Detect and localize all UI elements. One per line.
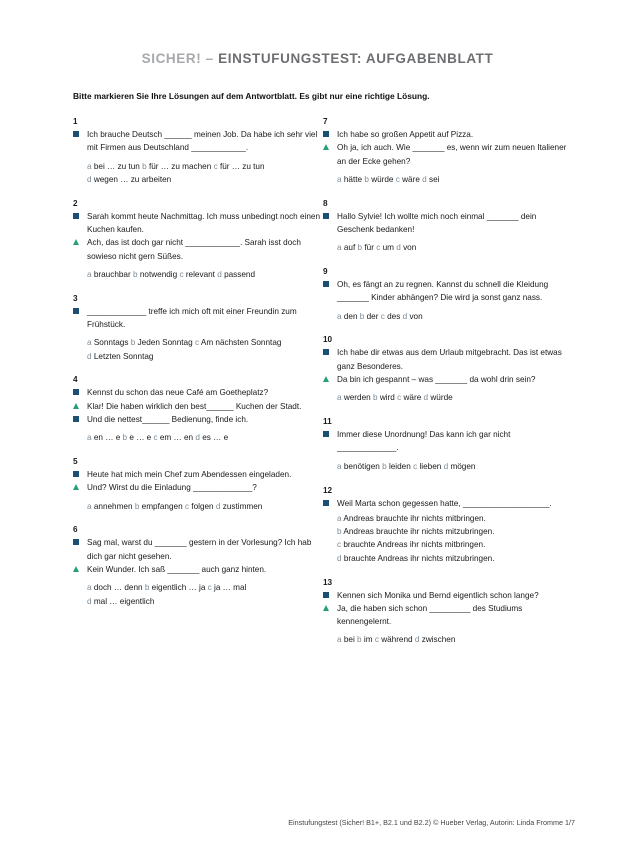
answer-option-text: mögen: [450, 461, 476, 471]
answer-letter: a: [337, 513, 344, 523]
question-text: Ich habe so großen Appetit auf Pizza.: [337, 130, 474, 139]
question-number: 3: [73, 293, 78, 303]
answer-letter: d: [402, 311, 410, 321]
answer-option-text: es … e: [202, 433, 229, 443]
instructions-text: Bitte markieren Sie Ihre Lösungen auf dem Antwortblatt. Es gibt nur eine richtige Lösung.: [73, 91, 430, 101]
answer-letter: b: [382, 461, 389, 471]
answer-row: [337, 460, 571, 473]
question-block: [323, 334, 571, 404]
answer-letter: c: [397, 393, 404, 403]
question-text: _____________ treffe ich mich oft mit einer Freundin zum Frühstück.: [87, 306, 297, 329]
question-text: Sag mal, warst du _______ gestern in der Vorlesung? Ich hab dich gar nicht gesehen.: [87, 538, 312, 561]
speaker-b-line: [323, 373, 571, 386]
answer-option-text: relevant: [185, 269, 218, 279]
speaker-a-line: [323, 497, 571, 510]
question-block: [73, 456, 321, 513]
square-bullet-icon: [73, 539, 79, 545]
question-text: Kein Wunder. Ich saß _______ auch ganz hinten.: [87, 565, 267, 575]
answer-option-text: Am nächsten Sonntag: [200, 338, 282, 348]
answer-letter: b: [359, 311, 367, 321]
speaker-a-line: [323, 346, 571, 373]
question-number: 9: [323, 267, 328, 277]
square-bullet-icon: [73, 471, 79, 477]
answer-row: [87, 336, 321, 349]
answer-option-text: empfangen: [141, 501, 185, 511]
questions-right-column: [323, 116, 571, 658]
square-bullet-icon: [323, 131, 329, 137]
answer-letter: a: [337, 243, 344, 253]
answer-row: [337, 633, 571, 646]
answer-row: [337, 525, 571, 538]
answer-option-text: wird: [379, 393, 398, 403]
question-text: Sarah kommt heute Nachmittag. Ich muss unbedingt noch einen Kuchen kaufen.: [87, 211, 321, 234]
speaker-a-line: [73, 536, 321, 563]
answer-options: [323, 460, 571, 473]
answer-letter: c: [413, 461, 420, 471]
question-number: 4: [73, 375, 78, 385]
answer-option-text: werden: [343, 393, 373, 403]
answer-option-text: en … e: [93, 433, 123, 443]
answer-letter: d: [337, 553, 344, 563]
answer-letter: c: [179, 269, 186, 279]
question-block: [73, 374, 321, 444]
question-text: Weil Marta schon gegessen hatte, ___________________.: [337, 498, 552, 508]
question-block: [73, 198, 321, 281]
answer-letter: c: [337, 540, 344, 550]
speaker-a-line: [73, 128, 321, 155]
question-text: Heute hat mich mein Chef zum Abendessen eingeladen.: [87, 470, 292, 480]
question-text: Und die nettest______ Bedienung, finde ich.: [87, 414, 249, 424]
square-bullet-icon: [323, 281, 329, 287]
answer-letter: b: [142, 161, 149, 171]
question-text: Ich brauche Deutsch ______ meinen Job. Da habe ich sehr viel mit Firmen aus Deutschland ____________.: [87, 130, 318, 153]
answer-option-text: sei: [429, 174, 440, 184]
answer-letter: a: [87, 433, 94, 443]
answer-option-text: Jeden Sonntag: [137, 338, 195, 348]
answer-row: [337, 173, 571, 186]
square-bullet-icon: [73, 389, 79, 395]
answer-option-text: für: [364, 243, 377, 253]
answer-letter: a: [337, 174, 344, 184]
triangle-bullet-icon: [323, 376, 329, 382]
questions-left-column: [73, 116, 321, 619]
triangle-bullet-icon: [73, 239, 79, 245]
answer-letter: a: [87, 269, 94, 279]
answer-letter: c: [395, 174, 403, 184]
answer-option-text: benötigen: [343, 461, 383, 471]
answer-option-text: den: [343, 311, 360, 321]
question-number: 2: [73, 198, 78, 208]
answer-letter: a: [337, 311, 344, 321]
answer-letter: a: [337, 635, 344, 645]
square-bullet-icon: [323, 500, 329, 506]
answer-option-text: von: [403, 243, 417, 253]
answer-option-text: doch … denn: [93, 583, 145, 593]
answer-letter: d: [414, 635, 422, 645]
question-block: [323, 116, 571, 186]
square-bullet-icon: [323, 349, 329, 355]
answer-options: [323, 310, 571, 323]
question-number: 13: [323, 577, 333, 587]
answer-row: [87, 431, 321, 444]
question-text: Und? Wirst du die Einladung _____________?: [87, 483, 257, 493]
speaker-a-line: [323, 589, 571, 602]
answer-row: [87, 173, 321, 186]
answer-options: [73, 431, 321, 444]
answer-options: [73, 581, 321, 608]
speaker-a-line: [323, 128, 571, 141]
answer-row: [87, 268, 321, 281]
square-bullet-icon: [323, 213, 329, 219]
answer-option-text: lieben: [419, 461, 444, 471]
answer-letter: c: [376, 243, 383, 253]
answer-letter: d: [195, 433, 203, 443]
question-block: [323, 577, 571, 647]
title-separator: –: [205, 51, 214, 66]
question-text: Hallo Sylvie! Ich wollte mich noch einmal _______ dein Geschenk bedanken!: [337, 211, 537, 234]
answer-option-text: während: [381, 635, 415, 645]
answer-letter: b: [364, 174, 372, 184]
answer-option-text: des: [387, 311, 403, 321]
answer-option-text: em … en: [159, 433, 196, 443]
answer-option-text: Andreas brauchte ihr nichts mitbringen.: [343, 513, 486, 523]
speaker-b-line: [323, 141, 571, 168]
answer-option-text: wäre: [403, 393, 424, 403]
answer-row: [337, 512, 571, 525]
question-text: Ach, das ist doch gar nicht ____________. Sarah isst doch sowieso nicht gern Süßes.: [87, 238, 301, 261]
answer-option-text: eigentlich … ja: [151, 583, 208, 593]
speaker-a-line: [73, 413, 321, 426]
question-text: Ja, die haben sich schon _________ des Studiums kennengelernt.: [337, 603, 523, 627]
question-block: [73, 524, 321, 607]
answer-option-text: würde: [371, 174, 396, 184]
speaker-b-line: [73, 481, 321, 494]
answer-letter: b: [337, 527, 344, 537]
answer-letter: a: [87, 161, 94, 171]
answer-option-text: notwendig: [139, 269, 180, 279]
question-block: [323, 416, 571, 473]
answer-options: [73, 500, 321, 513]
question-number: 6: [73, 525, 78, 535]
answer-options: [73, 336, 321, 363]
answer-option-text: für … zu machen: [148, 161, 214, 171]
triangle-bullet-icon: [323, 144, 329, 150]
answer-row: [87, 350, 321, 363]
answer-options: [323, 512, 571, 565]
answer-row: [87, 160, 321, 173]
answer-letter: c: [213, 161, 220, 171]
answer-option-text: ja … mal: [214, 583, 247, 593]
answer-letter: a: [87, 583, 94, 593]
speaker-a-line: [323, 278, 571, 305]
speaker-a-line: [73, 210, 321, 237]
answer-option-text: würde: [430, 393, 453, 403]
square-bullet-icon: [323, 592, 329, 598]
title-brand: SICHER!: [141, 51, 202, 66]
square-bullet-icon: [73, 308, 79, 314]
triangle-bullet-icon: [73, 403, 79, 409]
question-block: [323, 198, 571, 255]
answer-row: [337, 391, 571, 404]
answer-option-text: wäre: [402, 174, 423, 184]
answer-letter: d: [87, 596, 94, 606]
question-block: [323, 266, 571, 323]
answer-letter: a: [337, 393, 344, 403]
answer-letter: b: [134, 501, 142, 511]
answer-option-text: zustimmen: [222, 501, 263, 511]
question-text: Kennst du schon das neue Café am Goetheplatz?: [87, 388, 269, 398]
answer-option-text: bei: [343, 635, 358, 645]
page-title: [0, 51, 635, 66]
square-bullet-icon: [73, 416, 79, 422]
answer-row: [87, 500, 321, 513]
answer-letter: c: [207, 583, 215, 593]
answer-letter: c: [374, 635, 382, 645]
answer-option-text: um: [382, 243, 397, 253]
speaker-b-line: [73, 236, 321, 263]
answer-letter: d: [422, 174, 430, 184]
answer-option-text: wegen … zu arbeiten: [93, 174, 172, 184]
answer-letter: c: [380, 311, 388, 321]
answer-option-text: annehmen: [93, 501, 135, 511]
speaker-b-line: [73, 400, 321, 413]
answer-option-text: im: [363, 635, 375, 645]
question-number: 1: [73, 117, 78, 126]
title-main: EINSTUFUNGSTEST: AUFGABENBLATT: [218, 51, 494, 66]
answer-options: [73, 268, 321, 281]
speaker-b-line: [323, 602, 571, 629]
answer-letter: d: [396, 243, 404, 253]
answer-options: [323, 241, 571, 254]
answer-options: [323, 173, 571, 186]
question-block: [323, 485, 571, 565]
answer-option-text: mal … eigentlich: [93, 596, 155, 606]
square-bullet-icon: [73, 131, 79, 137]
answer-letter: b: [122, 433, 130, 443]
answer-option-text: hätte: [343, 174, 365, 184]
answer-letter: d: [217, 269, 225, 279]
speaker-a-line: [73, 305, 321, 332]
question-text: Da bin ich gespannt – was _______ da wohl drin sein?: [337, 375, 536, 385]
question-text: Kennen sich Monika und Bernd eigentlich schon lange?: [337, 590, 539, 600]
answer-letter: b: [372, 393, 380, 403]
answer-option-text: folgen: [191, 501, 216, 511]
answer-letter: d: [87, 174, 94, 184]
question-number: 7: [323, 117, 328, 126]
answer-letter: b: [357, 243, 365, 253]
triangle-bullet-icon: [73, 566, 79, 572]
answer-options: [323, 391, 571, 404]
triangle-bullet-icon: [73, 484, 79, 490]
question-text: Oh, es fängt an zu regnen. Kannst du schnell die Kleidung _______ Kinder abhängen? Die wird ja sonst ganz nass.: [337, 280, 549, 303]
answer-option-text: von: [409, 311, 423, 321]
answer-row: [87, 595, 321, 608]
speaker-a-line: [323, 210, 571, 237]
question-text: Oh ja, ich auch. Wie _______ es, wenn wir zum neuen Italiener an der Ecke gehen?: [337, 143, 567, 166]
question-text: Immer diese Unordnung! Das kann ich gar nicht _____________.: [337, 430, 511, 453]
answer-letter: d: [423, 393, 431, 403]
answer-letter: c: [184, 501, 192, 511]
question-block: [73, 293, 321, 363]
answer-row: [337, 310, 571, 323]
speaker-a-line: [323, 428, 571, 455]
answer-letter: a: [87, 338, 94, 348]
answer-option-text: bei … zu tun: [93, 161, 143, 171]
question-text: Klar! Die haben wirklich den best______ Kuchen der Stadt.: [87, 401, 302, 411]
square-bullet-icon: [323, 431, 329, 437]
answer-option-text: zwischen: [421, 635, 456, 645]
answer-letter: b: [357, 635, 364, 645]
answer-row: [337, 241, 571, 254]
answer-letter: b: [144, 583, 152, 593]
answer-option-text: e … e: [129, 433, 154, 443]
answer-letter: d: [87, 351, 94, 361]
answer-row: [337, 538, 571, 551]
question-text: Ich habe dir etwas aus dem Urlaub mitgebracht. Das ist etwas ganz Besonderes.: [337, 348, 562, 371]
answer-option-text: für … zu tun: [219, 161, 265, 171]
question-block: [73, 116, 321, 186]
answer-letter: d: [215, 501, 223, 511]
answer-option-text: brauchbar: [93, 269, 133, 279]
answer-option-text: auf: [343, 243, 358, 253]
answer-option-text: brauchte Andreas ihr nichts mitzubringen.: [343, 553, 495, 563]
speaker-a-line: [73, 386, 321, 399]
page-footer: Einstufungstest (Sicher! B1+, B2.1 und B2.2) © Hueber Verlag, Autorin: Linda Fromme 1/7: [288, 818, 575, 827]
answer-option-text: passend: [224, 269, 256, 279]
answer-options: [323, 633, 571, 646]
answer-letter: b: [130, 338, 138, 348]
question-number: 11: [323, 417, 332, 427]
answer-row: [337, 552, 571, 565]
answer-letter: c: [153, 433, 160, 443]
answer-options: [73, 160, 321, 187]
answer-letter: d: [443, 461, 451, 471]
question-number: 5: [73, 457, 78, 467]
answer-option-text: brauchte Andreas ihr nichts mitbringen.: [343, 540, 486, 550]
answer-option-text: Andreas brauchte ihr nichts mitzubringen.: [343, 527, 495, 537]
answer-row: [87, 581, 321, 594]
answer-letter: c: [194, 338, 201, 348]
answer-option-text: Letzten Sonntag: [93, 351, 154, 361]
answer-letter: b: [133, 269, 140, 279]
question-number: 8: [323, 198, 328, 208]
answer-option-text: der: [366, 311, 381, 321]
answer-option-text: leiden: [388, 461, 414, 471]
speaker-a-line: [73, 468, 321, 481]
triangle-bullet-icon: [323, 605, 329, 611]
question-number: 12: [323, 485, 333, 495]
question-number: 10: [323, 335, 333, 345]
square-bullet-icon: [73, 213, 79, 219]
answer-letter: a: [87, 501, 94, 511]
answer-letter: a: [337, 461, 344, 471]
speaker-b-line: [73, 563, 321, 576]
answer-option-text: Sonntags: [93, 338, 131, 348]
